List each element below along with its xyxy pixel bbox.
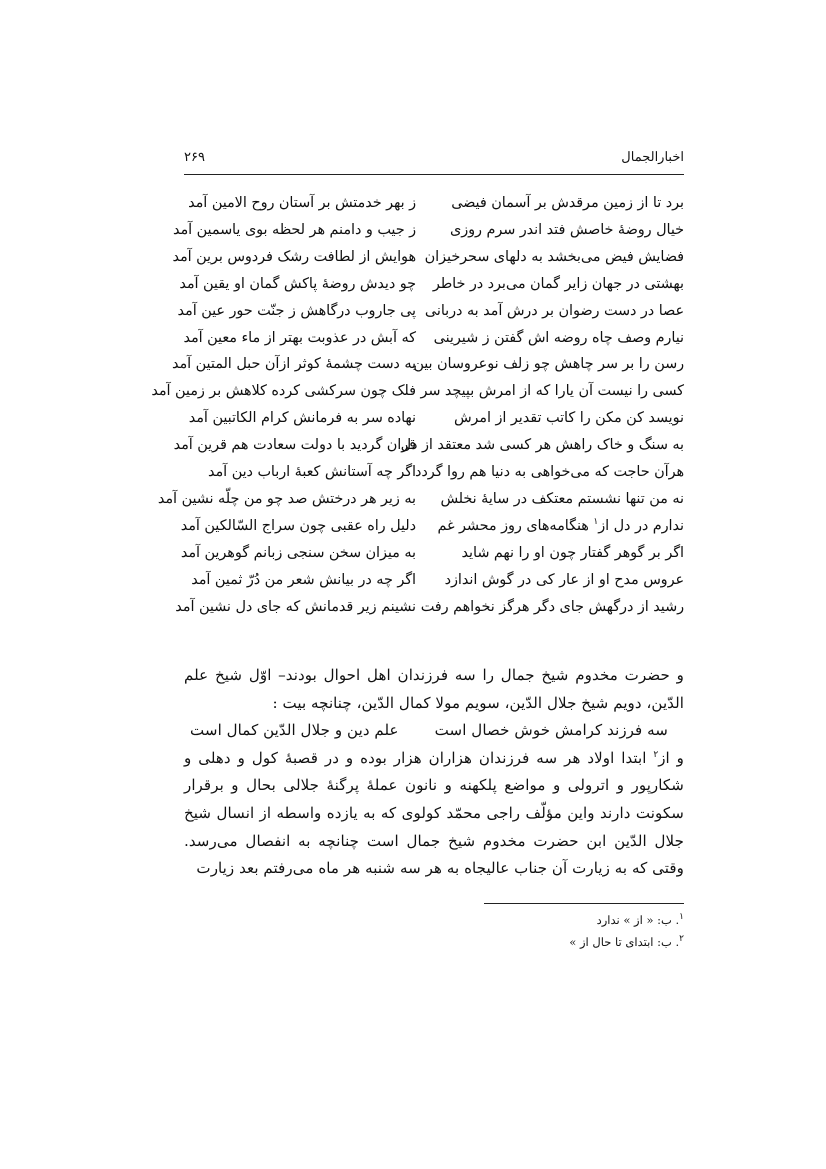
verse-first-hemistich: کسی را نیست آن یارا که از امرش بپیچد سر [420,383,684,400]
verse-first-hemistich: فضایش فیض می‌بخشد به دلهای سحرخیزان [424,248,684,265]
verse-second-hemistich: پی جاروب درگاهش ز جنّت حور عین آمد [177,302,416,319]
verse-first-hemistich: اگر بر گوهر گفتار چون او را نهم شاید [461,544,684,561]
verse-second-hemistich: فلک چون سرکشی کرده کلاهش بر زمین آمد [151,383,416,400]
prose-text: ابتدا اولاد هر سه فرزندان هزاران هزار بوده و در قصبهٔ کول و دهلی و شکارپور و اترولی و مواضع پلکهنه و نانون عملهٔ پرگنهٔ جلالی بحال و برقرار سکونت دارند واین مؤلّف راجی محمّد کولوی که به یازده واسطه از انسال شیخ جلال الدّین ابن حضرت مخدوم شیخ جمال است چنانچه به انفصال می‌رسد. وقتی که به زیارت آن جناب عالیجاه به هر سه شنبه هر ماه می‌رفتم بعد زیارت [184,748,684,878]
prose-body [184,662,684,883]
verse-first-hemistich: رسن را بر سر چاهش چو زلف نوعروسان بین [413,356,684,373]
footnote-marker: ۲ [653,749,659,760]
verse-first-hemistich: خیال روضهٔ خاصش فتد اندر سرم روزی [450,221,684,238]
footnote-marker: ۱ [593,517,599,528]
verse-second-hemistich: اگر چه در بیانش شعر من دُرّ ثمین آمد [191,571,416,588]
verse-second-hemistich: اگر چه آستانش کعبهٔ ارباب دین آمد [208,464,416,480]
footnote [284,931,684,953]
verse-first-hemistich: عروس مدح او از عار کی در گوش اندازد [444,571,684,588]
running-title: اخبارالجمال [621,150,684,165]
couplet-second-hemistich: علم دین و جلال الدّین کمال است [189,721,399,740]
footnote-number: ۲ [679,934,684,945]
prose-paragraph [184,745,684,883]
verse-second-hemistich: هوایش از لطافت رشک فردوس برین آمد [172,248,416,265]
verse-first-hemistich: عصا در دست رضوان بر درش آمد به دربانی [424,302,684,319]
verse-second-hemistich: قران گردید با دولت سعادت هم قرین آمد [173,437,416,454]
verse-second-hemistich: به دست چشمهٔ کوثر ازآن حبل المتین آمد [172,356,416,373]
verse-first-hemistich: نیارم وصف چاه روضه اش گفتن ز شیرینی [433,329,684,346]
footnotes [284,909,684,953]
footnote [284,909,684,931]
page-number: ۲۶۹ [184,150,205,165]
verse-first-hemistich: بهشتی در جهان زایر گمان می‌برد در خاطر [432,275,684,292]
footnote-number: ۱ [679,912,684,923]
prose-paragraph: و حضرت مخدوم شیخ جمال را سه فرزندان اهل احوال بودند– اوّل شیخ علم الدّین، دویم شیخ جلال الدّین، سویم مولا کمال الدّین، چنانچه بیت : [184,666,684,712]
verse-first-hemistich: هرآن حاجت که می‌خواهی به دنیا هم روا گردد [415,464,684,480]
verse-second-hemistich: دلیل راه عقبی چون سراج السّالکین آمد [180,517,416,534]
verse-second-hemistich: به زیر هر درختش صد چو من چلّه نشین آمد [157,490,416,507]
verse-second-hemistich: نشینم زیر قدمانش که جای دل نشین آمد [175,598,416,615]
running-header [184,150,684,175]
verse-first-hemistich: نویسد کن مکن را کاتب تقدیر از امرش [453,410,684,427]
footnote-text: . ب: ابتدای تا حال از » [569,935,680,949]
verse-first-hemistich: نه من تنها نشستم معتکف در سایهٔ نخلش [440,490,684,507]
verse-first-hemistich: به سنگ و خاک راهش هر کسی شد معتقد از دل [400,437,684,454]
verse-first-hemistich: برد تا از زمین مرقدش بر آسمان فیضی [451,195,684,211]
footnote-text: . ب: « از » ندارد [596,913,680,927]
verse-second-hemistich: ز بهر خدمتش بر آستان روح الامین آمد [188,195,416,211]
verse-first-hemistich: رشید از درگهش جای دگر هرگز نخواهم رفت [420,598,684,615]
couplet-first-hemistich: سه فرزند کرامش خوش خصال است [434,721,668,740]
verse-second-hemistich: چو دیدش روضهٔ پاکش گمان او یقین آمد [179,275,416,292]
verse-second-hemistich: ز جیب و دامنم هر لحظه بوی یاسمین آمد [172,221,416,238]
verse-first-hemistich [437,513,684,540]
verse-second-hemistich: به میزان سخن سنجی زبانم گوهرین آمد [180,544,416,561]
prose-text: و از [658,748,685,767]
verse-second-hemistich: که آبش در عذوبت بهتر از ماء معین آمد [183,329,416,346]
footnote-divider [484,903,684,904]
verse-second-hemistich: نهاده سر به فرمانش کرام الکاتبین آمد [188,410,416,427]
verse-text: هنگامه‌های روز محشر غم [437,517,589,534]
couplet [184,717,684,745]
verse-text: ندارم در دل از [598,517,684,534]
